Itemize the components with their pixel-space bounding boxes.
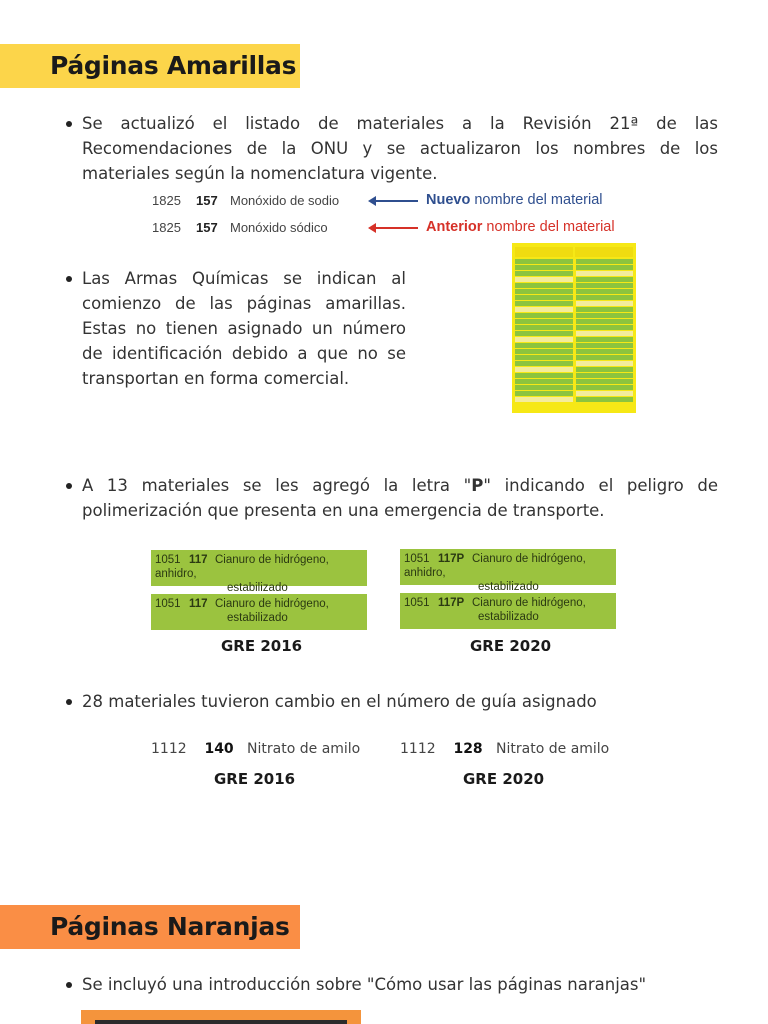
thumbnail-row [515, 283, 573, 288]
thumbnail-row [515, 337, 573, 342]
thumbnail-row [515, 379, 573, 384]
gre-2016-label: GRE 2016 [221, 637, 303, 655]
thumbnail-row [515, 259, 573, 264]
thumbnail-row [576, 331, 634, 336]
thumbnail-row [515, 349, 573, 354]
thumbnail-row [576, 349, 634, 354]
orange-page-thumbnail [81, 1010, 361, 1024]
thumbnail-row [515, 373, 573, 378]
new-name-label: Nuevo nombre del material [426, 192, 603, 208]
thumbnail-row [515, 265, 573, 270]
thumbnail-row [576, 385, 634, 390]
material-card-2016-anhydrous: 1051 117 Cianuro de hidrógeno, anhidro, estabilizado [151, 550, 367, 586]
thumbnail-row [576, 289, 634, 294]
material-card-2020: 1051 117P Cianuro de hidrógeno, estabilizado [400, 593, 616, 629]
material-id: 1825 [152, 220, 181, 235]
thumbnail-row [576, 361, 634, 366]
thumbnail-row [576, 307, 634, 312]
thumbnail-row [576, 397, 634, 402]
material-card-2020-anhydrous: 1051 117P Cianuro de hidrógeno, anhidro, estabilizado [400, 549, 616, 585]
material-row-new [152, 193, 339, 208]
bullet-chemical-weapons: Las Armas Químicas se indican al comienzo de las páginas amarillas. Estas no tienen asignado un número de identificación debido a que no se transportan en forma comercial. [82, 266, 406, 391]
thumbnail-row [576, 379, 634, 384]
thumbnail-row [576, 343, 634, 348]
material-card-2016: 1051 117 Cianuro de hidrógeno, estabilizado [151, 594, 367, 630]
gre-2020-label: GRE 2020 [463, 770, 545, 788]
thumbnail-row [515, 301, 573, 306]
thumbnail-row [515, 391, 573, 396]
thumbnail-row [576, 283, 634, 288]
thumbnail-row [515, 325, 573, 330]
thumbnail-row [515, 331, 573, 336]
thumbnail-row [515, 319, 573, 324]
thumbnail-row [515, 307, 573, 312]
thumbnail-row [576, 325, 634, 330]
material-guide: 157 [196, 193, 218, 208]
arrow-left-icon [370, 200, 418, 202]
thumbnail-row [576, 367, 634, 372]
material-guide: 157 [196, 220, 218, 235]
thumbnail-row [515, 271, 573, 276]
thumbnail-row [576, 265, 634, 270]
thumbnail-row [576, 271, 634, 276]
thumbnail-row [515, 295, 573, 300]
material-row-old [152, 220, 328, 235]
thumbnail-row [576, 259, 634, 264]
thumbnail-row [576, 355, 634, 360]
section-title-orange-pages: Páginas Naranjas [0, 905, 300, 949]
thumbnail-row [576, 319, 634, 324]
material-name: Monóxido de sodio [230, 193, 340, 208]
bullet-polymerization: A 13 materiales se les agregó la letra "P" indicando el peligro de polimerización que presenta en una emergencia de transporte. [82, 473, 718, 523]
thumbnail-row [515, 361, 573, 366]
thumbnail-row [515, 277, 573, 282]
guide-row-2020: 1112 128 Nitrato de amilo [400, 741, 610, 757]
thumbnail-row [515, 313, 573, 318]
thumbnail-row [576, 277, 634, 282]
bullet-guide-change: 28 materiales tuvieron cambio en el número de guía asignado [82, 689, 718, 714]
thumbnail-row [576, 295, 634, 300]
gre-2020-label: GRE 2020 [470, 637, 552, 655]
thumbnail-row [515, 385, 573, 390]
thumbnail-row [576, 391, 634, 396]
guide-row-2016: 1112 140 Nitrato de amilo [151, 741, 361, 757]
thumbnail-row [576, 337, 634, 342]
bullet-un-revision: Se actualizó el listado de materiales a la Revisión 21ª de las Recomendaciones de la ONU y se actualizaron los nombres de los materiales según la nomenclatura vigente. [82, 111, 718, 186]
gre-2016-label: GRE 2016 [214, 770, 296, 788]
thumbnail-row [515, 343, 573, 348]
old-name-label: Anterior nombre del material [426, 219, 615, 235]
arrow-left-icon [370, 227, 418, 229]
thumbnail-row [576, 301, 634, 306]
thumbnail-row [515, 397, 573, 402]
thumbnail-row [515, 355, 573, 360]
material-name: Monóxido sódico [230, 220, 328, 235]
thumbnail-row [576, 313, 634, 318]
section-title-yellow-pages: Páginas Amarillas [0, 44, 300, 88]
bullet-orange-intro: Se incluyó una introducción sobre "Cómo usar las páginas naranjas" [82, 972, 718, 997]
thumbnail-row [515, 367, 573, 372]
thumbnail-row [515, 289, 573, 294]
material-id: 1825 [152, 193, 181, 208]
chemical-weapons-table-thumbnail [512, 243, 636, 413]
thumbnail-row [576, 373, 634, 378]
